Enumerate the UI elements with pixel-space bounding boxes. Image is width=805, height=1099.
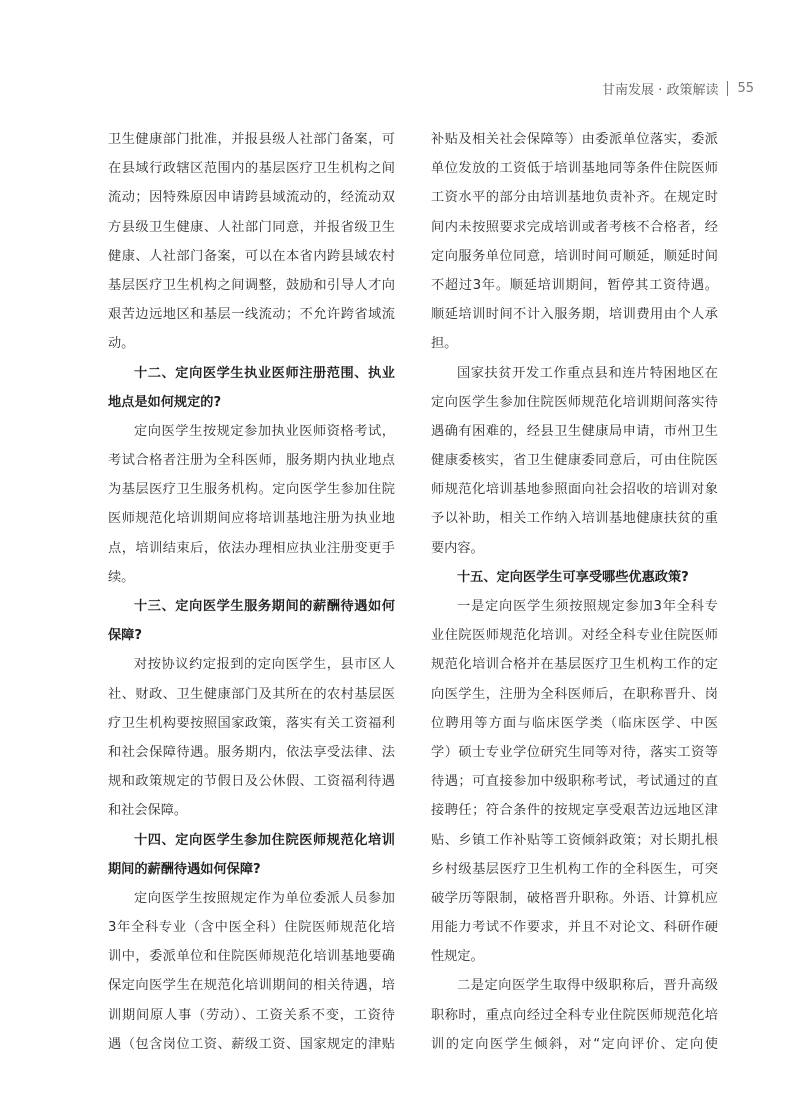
text-line: 定向医学生按照规定作为单位委派人员参加 [134,890,395,906]
text-line: 定向医学生按规定参加执业医师资格考试， [134,423,395,439]
text-line: 训期间原人事（劳动）、工资关系不变，工资待 [108,1007,395,1023]
text-line: 训的定向医学生倾斜，对“定向评价、定向使 [431,1036,718,1052]
text-line: 动。 [108,336,135,352]
running-title: 甘南发展 · 政策解读 [602,83,719,98]
text-line: 接聘任；符合条件的按规定享受艰苦边远地区津 [431,803,718,819]
text-line: 业住院医师规范化培训。对经全科专业住院医师 [431,628,718,644]
text-line: 用能力考试不作要求，并且不对论文、科研作硬 [431,920,718,936]
text-line: 遇确有困难的，经县卫生健康局申请，市州卫生 [431,423,718,439]
text-line: 对按协议约定报到的定向医学生，县市区人 [134,657,395,673]
text-line: 工资水平的部分由培训基地负责补齐。在规定时 [431,190,718,206]
text-line: 单位发放的工资低于培训基地同等条件住院医师 [431,161,718,177]
section-heading: 十五、定向医学生可享受哪些优惠政策? [457,569,689,585]
text-line: 顺延培训时间不计入服务期，培训费用由个人承 [431,307,718,323]
section-heading: 保障? [108,628,143,644]
text-line: 健康委核实，省卫生健康委同意后，可由住院医 [431,453,718,469]
text-line: 要内容。 [431,540,484,556]
text-line: 社、财政、卫生健康部门及其所在的农村基层医 [108,686,395,702]
text-line: 疗卫生机构要按照国家政策，落实有关工资福利 [108,715,395,731]
text-line: 定向服务单位同意，培训时间可顺延，顺延时间 [431,248,718,264]
left-column [108,125,395,1059]
text-line: 流动；因特殊原因申请跨县域流动的，经流动双 [108,190,395,206]
text-line: 方县级卫生健康、人社部门同意，并报省级卫生 [108,219,395,235]
text-line: 和社会保障待遇。服务期内，依法享受法律、法 [108,744,395,760]
text-line: 健康、人社部门备案，可以在本省内跨县域农村 [108,248,395,264]
text-line: 师规范化培训基地参照面向社会招收的培训对象 [431,482,718,498]
text-line: 医师规范化培训期间应将培训基地注册为执业地 [108,511,395,527]
text-line: 国家扶贫开发工作重点县和连片特困地区在 [457,365,718,381]
text-line: 和社会保障。 [108,803,188,819]
running-header [602,79,754,98]
text-line: 乡村级基层医疗卫生机构工作的全科医生，可突 [431,861,718,877]
text-line: 学）硕士专业学位研究生同等对待，落实工资等 [431,744,718,760]
text-line: 续。 [108,569,135,585]
text-line: 贴、乡镇工作补贴等工资倾斜政策；对长期扎根 [431,832,718,848]
text-line: 不超过3年。顺延培训期间，暂停其工资待遇。 [431,277,718,293]
section-heading: 期间的薪酬待遇如何保障? [108,861,261,877]
text-line: 保定向医学生在规范化培训期间的相关待遇，培 [108,978,395,994]
text-line: 位聘用等方面与临床医学类（临床医学、中医 [431,715,718,731]
text-line: 补贴及相关社会保障等）由委派单位落实，委派 [431,132,718,147]
section-heading: 十二、定向医学生执业医师注册范围、执业 [134,365,395,381]
text-line: 担。 [431,336,458,352]
text-line: 破学历等限制，破格晋升职称。外语、计算机应 [431,890,718,906]
section-heading: 十四、定向医学生参加住院医师规范化培训 [134,832,395,848]
text-line: 为基层医疗卫生服务机构。定向医学生参加住院 [108,482,395,498]
page-number: 55 [737,81,754,96]
text-line: 点，培训结束后，依法办理相应执业注册变更手 [108,540,395,556]
text-line: 向医学生，注册为全科医师后，在职称晋升、岗 [431,686,718,702]
right-column [431,125,718,1059]
text-line: 遇（包含岗位工资、薪级工资、国家规定的津贴 [108,1036,395,1052]
text-line: 待遇；可直接参加中级职称考试，考试通过的直 [431,774,718,790]
text-line: 一是定向医学生须按照规定参加3年全科专 [457,599,718,614]
text-line: 基层医疗卫生机构之间调整，鼓励和引导人才向 [108,277,395,293]
text-line: 卫生健康部门批准，并报县级人社部门备案，可 [108,132,395,147]
text-line: 予以补助，相关工作纳入培训基地健康扶贫的重 [431,511,718,527]
text-line: 二是定向医学生取得中级职称后，晋升高级 [457,978,718,994]
text-line: 规和政策规定的节假日及公休假、工资福利待遇 [108,774,395,790]
text-line: 间内未按照要求完成培训或者考核不合格者，经 [431,219,718,235]
text-line: 艰苦边远地区和基层一线流动；不允许跨省域流 [108,307,395,323]
text-line: 职称时，重点向经过全科专业住院医师规范化培 [431,1007,718,1023]
text-line: 在县域行政辖区范围内的基层医疗卫生机构之间 [108,161,395,177]
text-line: 定向医学生参加住院医师规范化培训期间落实待 [431,394,718,410]
text-line: 3年全科专业（含中医全科）住院医师规范化培 [108,920,395,936]
text-line: 训中，委派单位和住院医师规范化培训基地要确 [108,949,395,965]
text-line: 考试合格者注册为全科医师，服务期内执业地点 [108,453,395,469]
text-line: 规范化培训合格并在基层医疗卫生机构工作的定 [431,657,718,673]
header-divider [727,81,728,96]
text-line: 性规定。 [431,949,484,965]
section-heading: 十三、定向医学生服务期间的薪酬待遇如何 [134,599,395,614]
section-heading: 地点是如何规定的? [108,394,222,410]
